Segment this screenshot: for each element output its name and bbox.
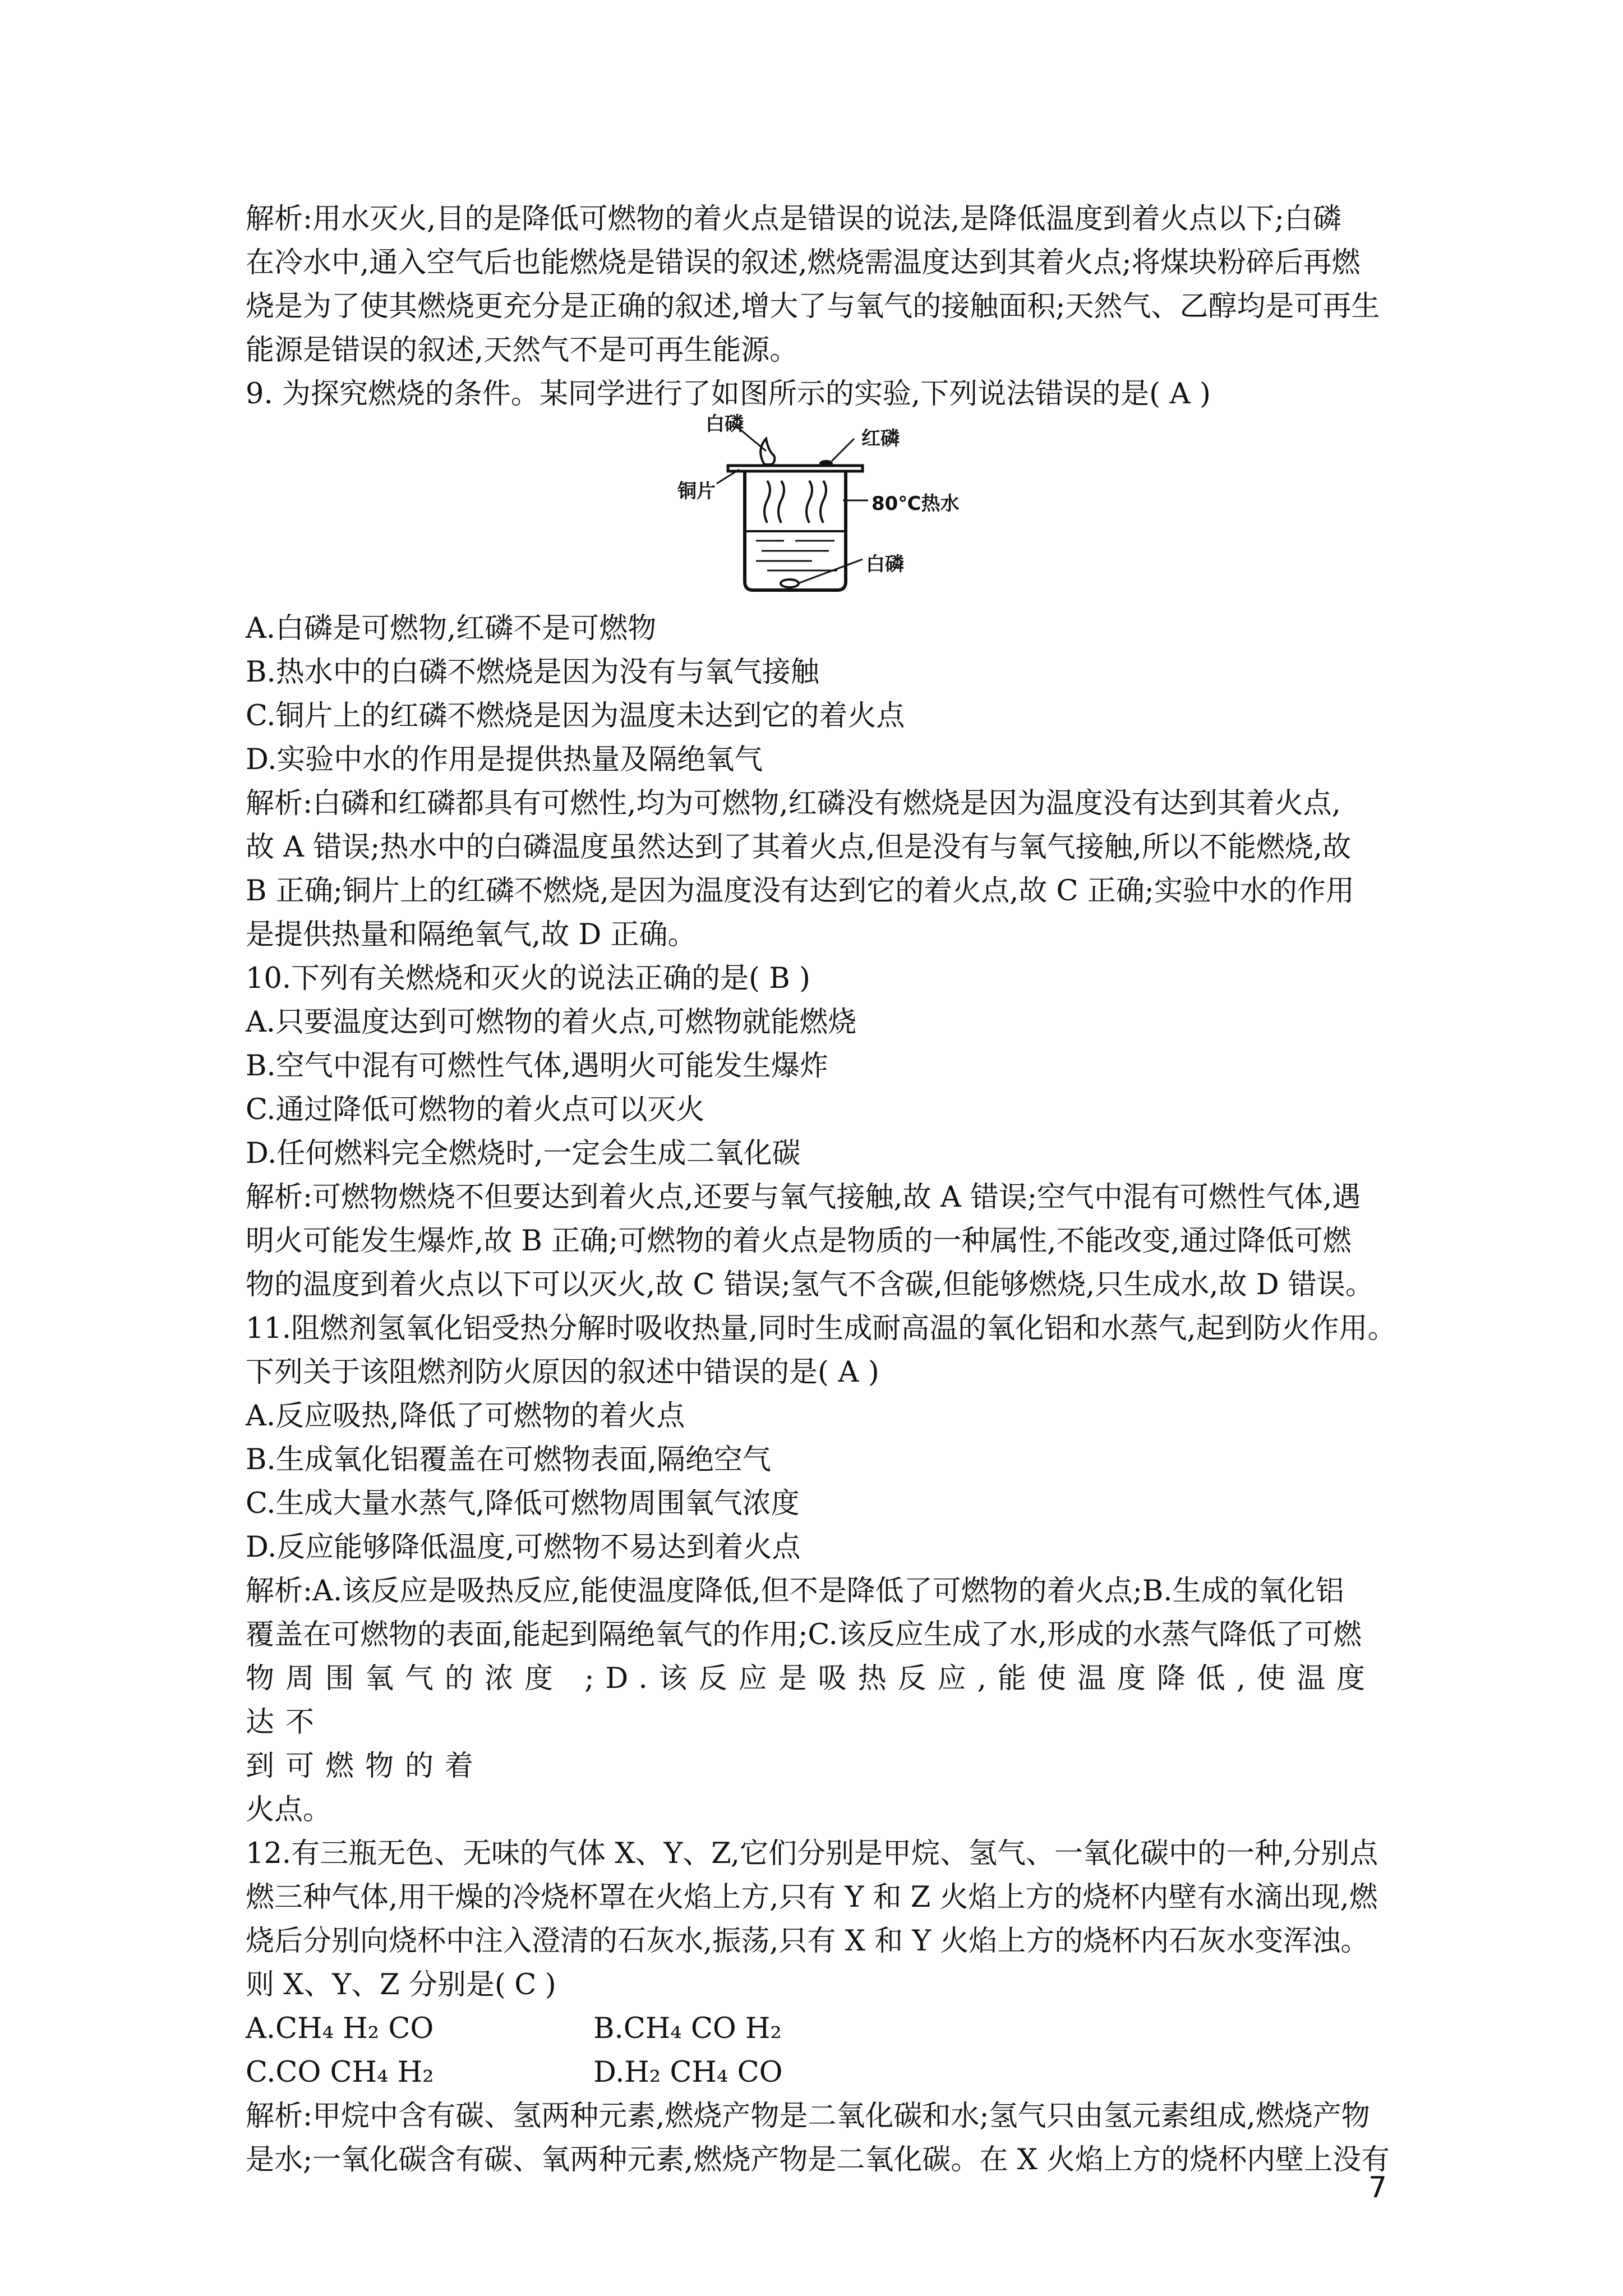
q12-option-b: B.CH₄ CO H₂ <box>593 2012 782 2045</box>
steam-icon <box>764 481 770 523</box>
q10-option-c: C.通过降低可燃物的着火点可以灭火 <box>246 1093 705 1126</box>
q8-analysis-line-2: 在冷水中,通入空气后也能燃烧是错误的叙述,燃烧需温度达到其着火点;将煤块粉碎后再燃 <box>246 246 1361 279</box>
q12-options-row-1 <box>246 2007 1401 2051</box>
q12-analysis-line-2: 是水;一氧化碳含有碳、氧两种元素,燃烧产物是二氧化碳。在 X 火焰上方的烧杯内壁上没有 <box>246 2143 1390 2177</box>
q10-option-a: A.只要温度达到可燃物的着火点,可燃物就能燃烧 <box>246 1006 857 1039</box>
steam-icon <box>778 481 784 523</box>
label-copper-plate: 铜片 <box>677 480 716 503</box>
flame-icon <box>760 439 774 464</box>
leader-line <box>832 439 854 461</box>
label-red-phosphorus: 红磷 <box>861 427 900 450</box>
q11-analysis-line-1: 解析:A.该反应是吸热反应,能使温度降低,但不是降低了可燃物的着火点;B.生成的氧化铝 <box>246 1575 1344 1608</box>
q8-analysis-line-3: 烧是为了使其燃烧更充分是正确的叙述,增大了与氧气的接触面积;天然气、乙醇均是可再生 <box>246 290 1380 323</box>
q11-option-b: B.生成氧化铝覆盖在可燃物表面,隔绝空气 <box>246 1443 771 1476</box>
q11-stem-line-2 <box>246 1351 1401 1395</box>
q9-stem <box>246 372 1401 416</box>
q9-option-b: B.热水中的白磷不燃烧是因为没有与氧气接触 <box>246 656 819 689</box>
q10-stem <box>246 957 1401 1001</box>
q12-stem-line-3: 烧后分别向烧杯中注入澄清的石灰水,振荡,只有 X 和 Y 火焰上方的烧杯内石灰水变浑浊。 <box>246 1925 1370 1958</box>
label-white-phosphorus-top: 白磷 <box>706 413 744 435</box>
label-hot-water: 80℃热水 <box>872 493 960 515</box>
q11-option-a: A.反应吸热,降低了可燃物的着火点 <box>246 1400 685 1433</box>
q8-analysis-line-1: 解析:用水灭火,目的是降低可燃物的着火点是错误的说法,是降低温度到着火点以下;白磷 <box>246 203 1341 236</box>
q8-analysis-line-4: 能源是错误的叙述,天然气不是可再生能源。 <box>246 334 799 367</box>
q11-close: ) <box>868 1356 879 1389</box>
page-number: 7 <box>1368 2171 1387 2205</box>
combustion-experiment-figure <box>246 413 1401 607</box>
q12-option-a: A.CH₄ H₂ CO <box>246 2012 434 2045</box>
q9-analysis-line-3: B 正确;铜片上的红磷不燃烧,是因为温度没有达到它的着火点,故 C 正确;实验中水的作用 <box>246 875 1354 908</box>
q10-answer: B <box>769 962 790 995</box>
copper-plate <box>728 466 863 471</box>
white-phosphorus-underwater <box>781 579 799 587</box>
q11-analysis-line-3: 物周围氧气的浓度 ;D.该反应是吸热反应,能使温度降低,使温度达不 <box>246 1662 1377 1739</box>
q9-option-c: C.铜片上的红磷不燃烧是因为温度未达到它的着火点 <box>246 700 905 733</box>
q12-stem-text: 则 X、Y、Z 分别是( <box>246 1968 506 2001</box>
q11-stem-text: 下列关于该阻燃剂防火原因的叙述中错误的是( <box>246 1356 829 1389</box>
q11-option-d: D.反应能够降低温度,可燃物不易达到着火点 <box>246 1531 801 1564</box>
q12-close: ) <box>545 1968 556 2001</box>
steam-icon <box>806 481 812 523</box>
q11-stem-line-1: 11.阻燃剂氢氧化铝受热分解时吸收热量,同时生成耐高温的氧化铝和水蒸气,起到防火作用。 <box>246 1312 1396 1345</box>
q10-analysis-line-3: 物的温度到着火点以下可以灭火,故 C 错误;氢气不含碳,但能够燃烧,只生成水,故 D 错误。 <box>246 1268 1374 1301</box>
page-content <box>246 197 1401 2182</box>
q10-option-d: D.任何燃料完全燃烧时,一定会生成二氧化碳 <box>246 1137 801 1170</box>
q11-analysis-line-2: 覆盖在可燃物的表面,能起到隔绝氧气的作用;C.该反应生成了水,形成的水蒸气降低了可燃 <box>246 1618 1362 1651</box>
q10-analysis-line-1: 解析:可燃物燃烧不但要达到着火点,还要与氧气接触,故 A 错误;空气中混有可燃性气体,遇 <box>246 1181 1361 1214</box>
q12-stem-line-1: 12.有三瓶无色、无味的气体 X、Y、Z,它们分别是甲烷、氢气、一氧化碳中的一种,分别点 <box>246 1837 1378 1870</box>
q12-answer: C <box>514 1968 537 2001</box>
q9-option-d: D.实验中水的作用是提供热量及隔绝氧气 <box>246 743 763 776</box>
q12-stem-line-4 <box>246 1963 1401 2007</box>
q11-option-c: C.生成大量水蒸气,降低可燃物周围氧气浓度 <box>246 1487 800 1520</box>
q10-stem-text: 10.下列有关燃烧和灭火的说法正确的是( <box>246 962 760 995</box>
q12-option-c: C.CO CH₄ H₂ <box>246 2056 434 2089</box>
q12-stem-line-2: 燃三种气体,用干燥的冷烧杯罩在火焰上方,只有 Y 和 Z 火焰上方的烧杯内壁有水滴出现,燃 <box>246 1881 1378 1914</box>
red-phosphorus <box>819 460 833 467</box>
q9-analysis-line-4: 是提供热量和隔绝氧气,故 D 正确。 <box>246 918 697 951</box>
q11-analysis-line-5: 火点。 <box>246 1793 332 1826</box>
q12-analysis-line-1: 解析:甲烷中含有碳、氢两种元素,燃烧产物是二氧化碳和水;氢气只由氢元素组成,燃烧产物 <box>246 2100 1370 2133</box>
q10-close: ) <box>799 962 810 995</box>
steam-icon <box>820 481 826 523</box>
q9-analysis-line-1: 解析:白磷和红磷都具有可燃性,均为可燃物,红磷没有燃烧是因为温度没有达到其着火点, <box>246 787 1341 820</box>
q9-answer: A <box>1169 378 1191 411</box>
q11-analysis-line-4: 到可燃物的着 <box>246 1750 485 1783</box>
q9-analysis-line-2: 故 A 错误;热水中的白磷温度虽然达到了其着火点,但是没有与氧气接触,所以不能燃烧,故 <box>246 831 1352 864</box>
q10-option-b: B.空气中混有可燃性气体,遇明火可能发生爆炸 <box>246 1050 828 1083</box>
q9-stem-text: 9. 为探究燃烧的条件。某同学进行了如图所示的实验,下列说法错误的是( <box>246 378 1160 411</box>
label-white-phosphorus-bottom: 白磷 <box>866 553 904 576</box>
q9-close: ) <box>1199 378 1211 411</box>
q9-option-a: A.白磷是可燃物,红磷不是可燃物 <box>246 612 657 645</box>
q11-answer: A <box>838 1356 859 1389</box>
q12-options-row-2 <box>246 2051 1401 2095</box>
q10-analysis-line-2: 明火可能发生爆炸,故 B 正确;可燃物的着火点是物质的一种属性,不能改变,通过降低可燃 <box>246 1225 1352 1258</box>
q12-option-d: D.H₂ CH₄ CO <box>593 2056 783 2089</box>
